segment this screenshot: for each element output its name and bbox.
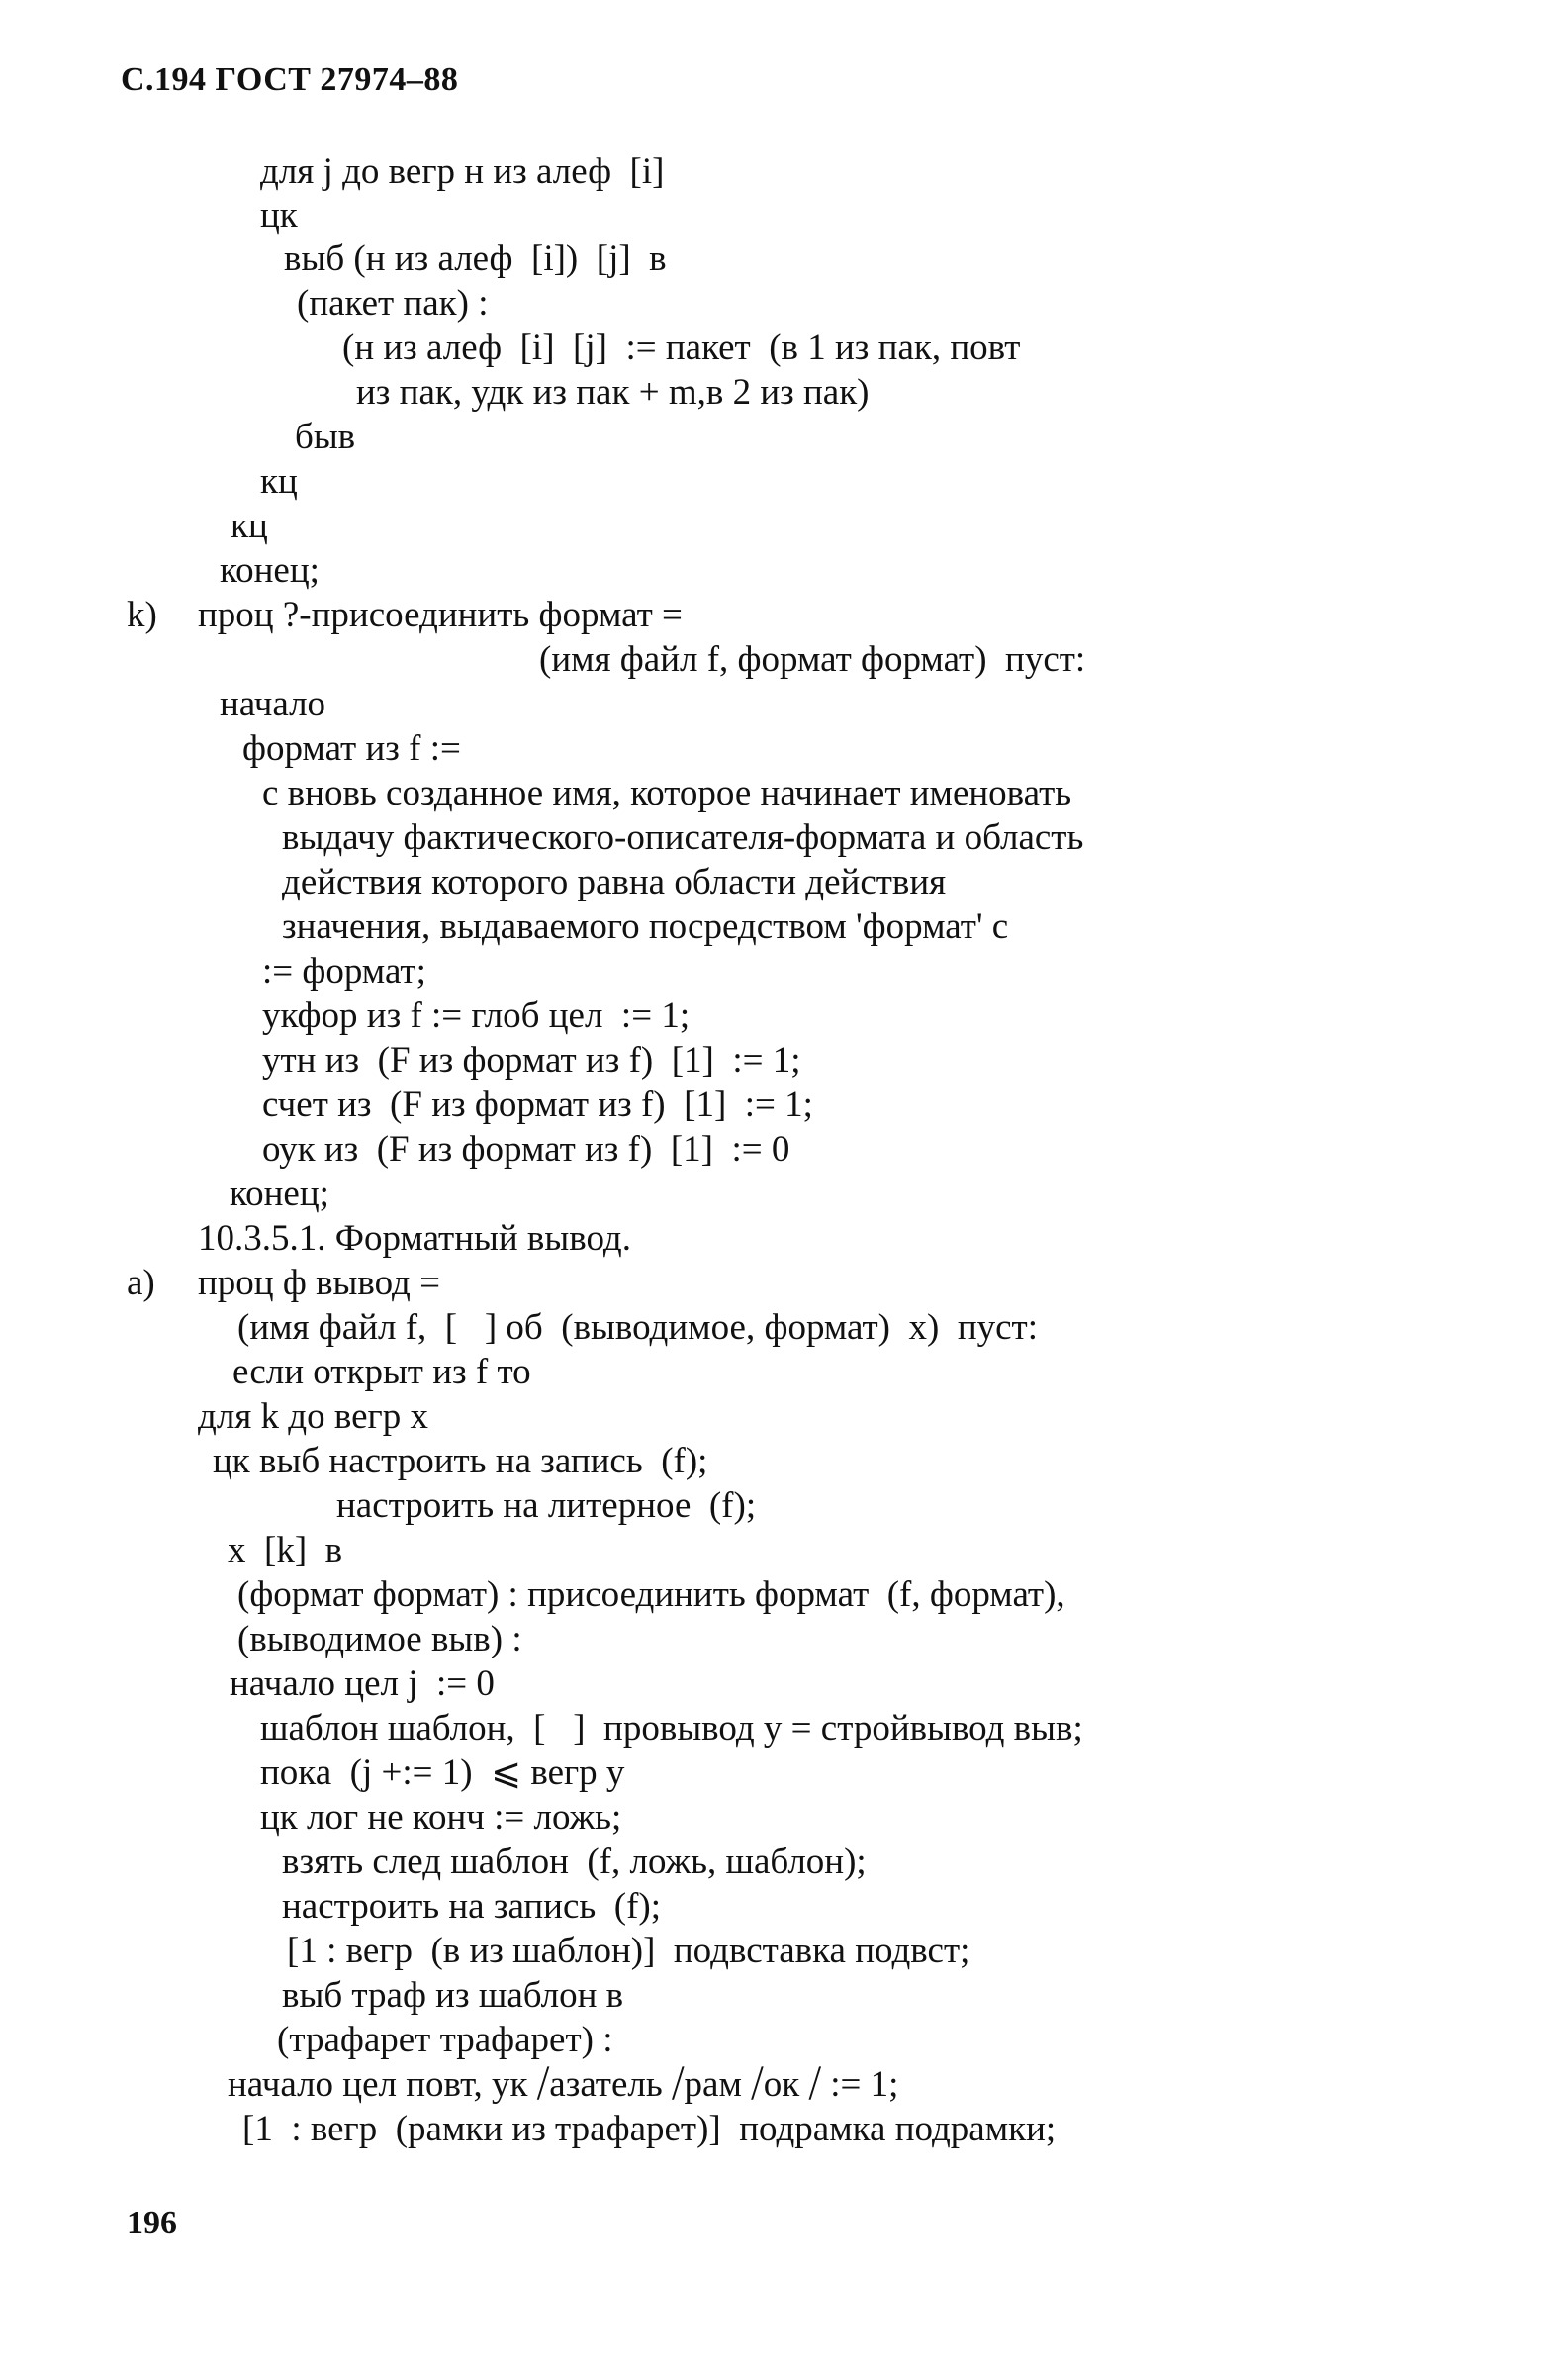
code-line: проц ?-присоединить формат = (198, 595, 683, 635)
code-line: (формат формат) : присоединить формат (f, формат), (237, 1574, 1065, 1615)
code-line: для k до вегр x (198, 1396, 428, 1437)
code-line: укфор из f := глоб цел := 1; (262, 995, 691, 1036)
item-label: a) (127, 1263, 155, 1303)
code-line: значения, выдаваемого посредством 'формат' с (282, 906, 1009, 947)
code-line: цк (260, 195, 298, 236)
code-line: начало (220, 684, 326, 724)
code-line: конец; (230, 1174, 329, 1214)
code-line: начало цел j := 0 (230, 1663, 495, 1704)
code-line: x [k] в (228, 1530, 343, 1570)
code-line: настроить на литерное (f); (336, 1485, 757, 1526)
code-line: оук из (F из формат из f) [1] := 0 (262, 1129, 790, 1170)
page-number: 196 (127, 2205, 177, 2241)
code-line: из пак, удк из пак + m,в 2 из пак) (356, 372, 870, 413)
code-line: начало цел повт, ук ⧸азатель ⧸рам ⧸ок ⧸ := 1; (228, 2064, 899, 2105)
code-line: конец; (220, 550, 320, 591)
code-line: (выводимое выв) : (237, 1619, 522, 1659)
item-label: k) (127, 595, 157, 635)
code-line: (трафарет трафарет) : (277, 2020, 613, 2060)
code-line: выдачу фактического-описателя-формата и область (282, 817, 1084, 858)
code-line: (пакет пак) : (297, 283, 489, 324)
code-line: формат из f := (242, 728, 461, 769)
code-line: настроить на запись (f); (282, 1886, 662, 1927)
code-line: кц (260, 461, 298, 502)
code-line: цк выб настроить на запись (f); (213, 1441, 708, 1481)
code-line: для j до вегр н из алеф [i] (260, 151, 665, 192)
code-line: действия которого равна области действия (282, 862, 947, 902)
code-line: шаблон шаблон, [ ] провывод y = стройвывод выв; (260, 1708, 1083, 1749)
code-line: счет из (F из формат из f) [1] := 1; (262, 1085, 813, 1125)
code-line: с вновь созданное имя, которое начинает именовать (262, 773, 1072, 813)
page-header: С.194 ГОСТ 27974–88 (121, 61, 459, 98)
code-line: (имя файл f, [ ] об (выводимое, формат) x) пуст: (237, 1307, 1038, 1348)
code-line: быв (295, 417, 356, 457)
code-line: взять след шаблон (f, ложь, шаблон); (282, 1842, 867, 1882)
section-heading: 10.3.5.1. Форматный вывод. (198, 1218, 631, 1259)
code-line: выб (н из алеф [i]) [j] в (284, 238, 667, 279)
code-line: пока (j +:= 1) ⩽ вегр y (260, 1752, 625, 1793)
code-line: утн из (F из формат из f) [1] := 1; (262, 1040, 801, 1081)
code-line: кц (231, 506, 268, 546)
code-line: (н из алеф [i] [j] := пакет (в 1 из пак, повт (342, 328, 1021, 368)
code-line: [1 : вегр (в из шаблон)] подвставка подвст; (287, 1931, 970, 1971)
code-line: выб траф из шаблон в (282, 1975, 624, 2016)
code-line: [1 : вегр (рамки из трафарет)] подрамка подрамки; (242, 2109, 1057, 2149)
code-line: := формат; (262, 951, 426, 992)
code-line: если открыт из f то (232, 1352, 531, 1392)
code-line: проц ф вывод = (198, 1263, 440, 1303)
code-line: цк лог не конч := ложь; (260, 1797, 622, 1838)
code-line: (имя файл f, формат формат) пуст: (539, 639, 1086, 680)
